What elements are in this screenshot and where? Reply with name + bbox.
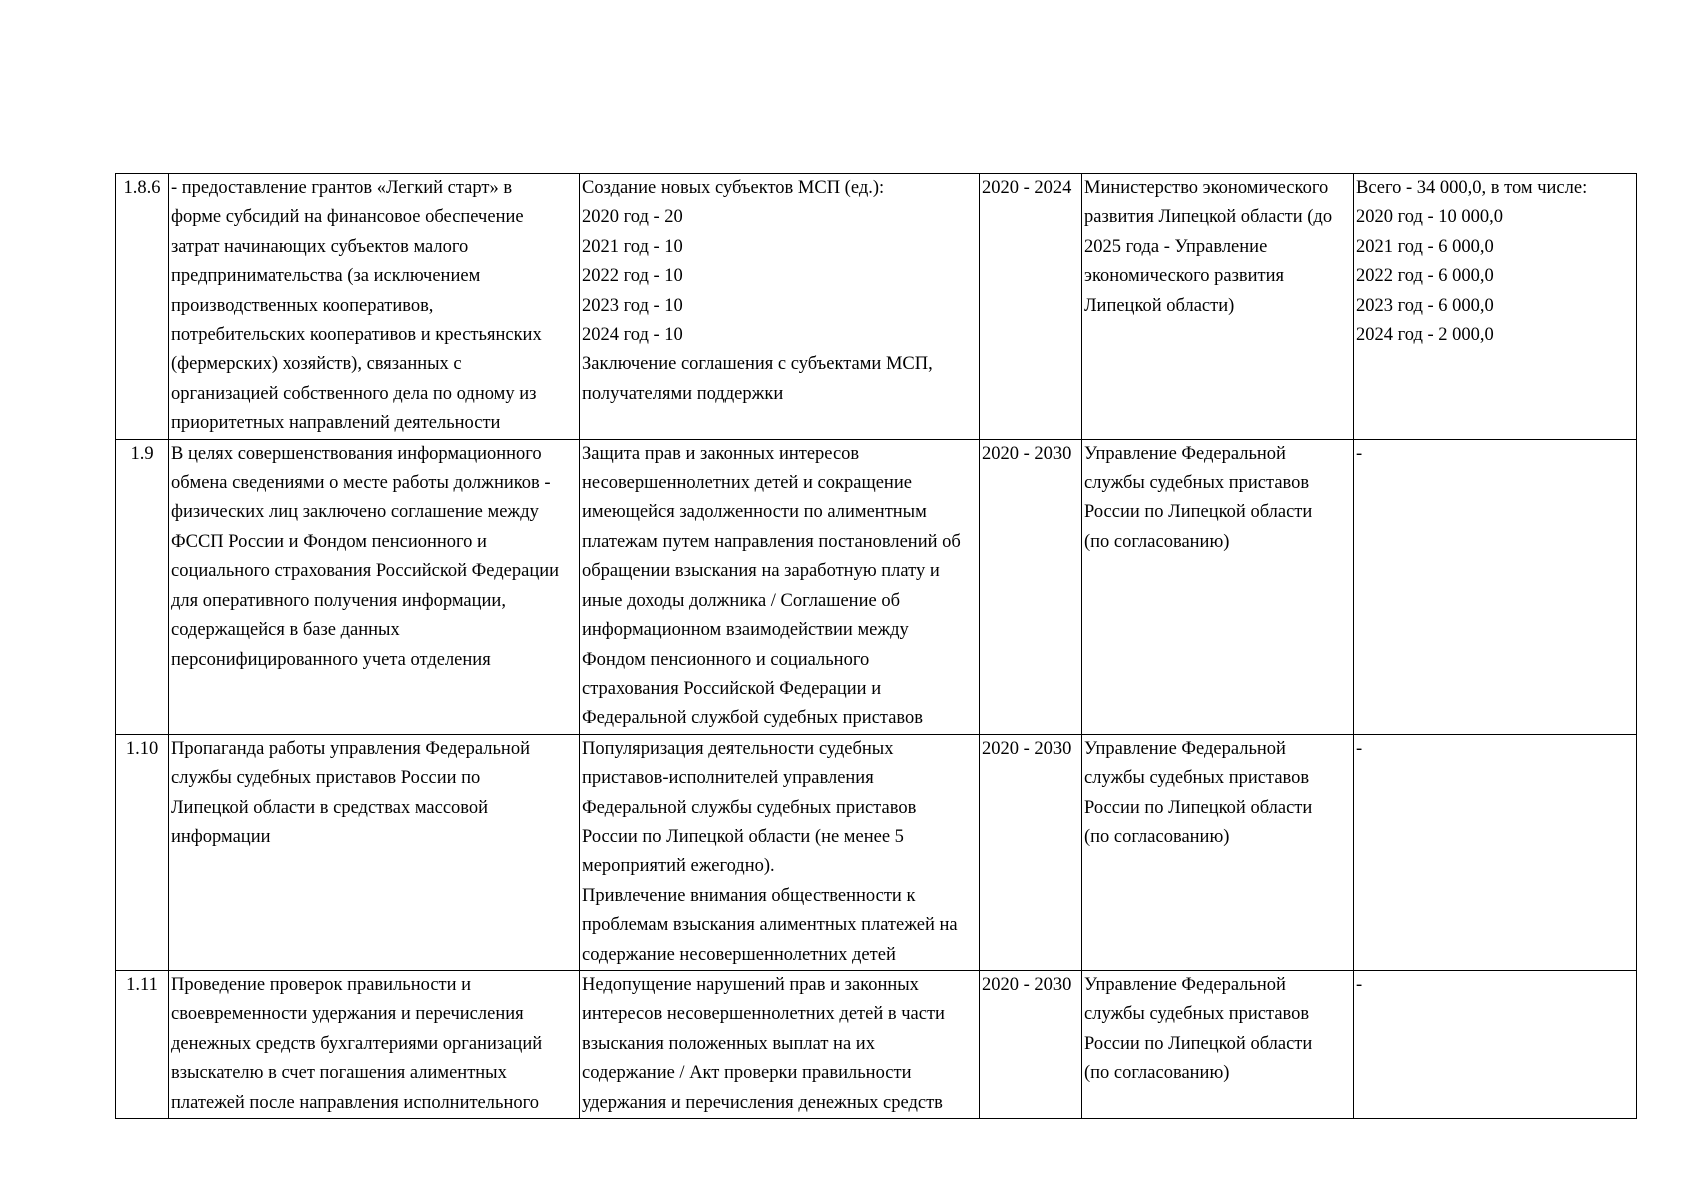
cell-text-line: обращении взыскания на заработную плату и (582, 561, 940, 582)
cell-text-line: Недопущение нарушений прав и законных (582, 974, 919, 995)
cell-text-line: обмена сведениями о месте работы должников - (171, 473, 551, 494)
cell-text-line: информации (171, 826, 271, 847)
result-cell (580, 439, 980, 734)
table-row (116, 734, 1637, 970)
activity-cell (169, 174, 580, 440)
executor-cell (1082, 174, 1354, 440)
cell-text-line: 2020 год - 20 (582, 207, 683, 228)
cell-text-line: 2024 год - 2 000,0 (1356, 325, 1494, 346)
cell-text-line: 2025 года - Управление (1084, 236, 1268, 257)
result-cell (580, 970, 980, 1118)
cell-text-line: Заключение соглашения с субъектами МСП, (582, 354, 933, 375)
period-cell: 2020 - 2030 (980, 439, 1082, 734)
cell-text-line: несовершеннолетних детей и сокращение (582, 473, 912, 494)
cell-text-line: получателями поддержки (582, 383, 784, 404)
row-number: 1.11 (116, 970, 169, 1118)
cell-text-line: Федеральной службой судебных приставов (582, 708, 924, 729)
cell-text-line: Управление Федеральной (1084, 738, 1286, 759)
funding-cell (1354, 439, 1637, 734)
executor-cell (1082, 970, 1354, 1118)
cell-text-line: - (1356, 443, 1363, 464)
cell-text-line: содержание / Акт проверки правильности (582, 1063, 912, 1084)
cell-text-line: - предоставление грантов «Легкий старт» в (171, 178, 513, 198)
executor-cell (1082, 734, 1354, 970)
cell-text-line: (фермерских) хозяйств), связанных с (171, 354, 462, 375)
cell-text-line: Популяризация деятельности судебных (582, 738, 894, 759)
cell-text-line: предпринимательства (за исключением (171, 266, 481, 287)
table-row (116, 174, 1637, 440)
cell-text-line: - (1356, 974, 1363, 995)
cell-text-line: имеющейся задолженности по алиментным (582, 502, 927, 523)
cell-text-line: взыскателю в счет погашения алиментных (171, 1063, 507, 1084)
cell-text-line: платежей после направления исполнительного (171, 1092, 539, 1113)
cell-text-line: Создание новых субъектов МСП (ед.): (582, 178, 885, 198)
cell-text-line: (по согласованию) (1084, 1063, 1230, 1084)
cell-text-line: приставов-исполнителей управления (582, 768, 874, 789)
cell-text-line: платежам путем направления постановлений об (582, 531, 961, 552)
cell-text-line: затрат начинающих субъектов малого (171, 236, 469, 257)
cell-text-line: Пропаганда работы управления Федеральной (171, 738, 530, 759)
table-row (116, 439, 1637, 734)
cell-text-line: физических лиц заключено соглашение между (171, 502, 539, 523)
cell-text-line: Всего - 34 000,0, в том числе: (1356, 178, 1588, 198)
cell-text-line: 2024 год - 10 (582, 325, 683, 346)
cell-text-line: форме субсидий на финансовое обеспечение (171, 207, 524, 228)
cell-text-line: 2022 год - 6 000,0 (1356, 266, 1494, 287)
cell-text-line: Министерство экономического (1084, 178, 1329, 198)
activity-cell (169, 439, 580, 734)
cell-text-line: ФССП России и Фондом пенсионного и (171, 531, 487, 552)
cell-text-line: развития Липецкой области (до (1084, 207, 1333, 228)
table-row (116, 970, 1637, 1118)
cell-text-line: Привлечение внимания общественности к (582, 885, 916, 906)
cell-text-line: - (1356, 738, 1363, 759)
cell-text-line: Липецкой области в средствах массовой (171, 797, 489, 818)
row-number: 1.8.6 (116, 174, 169, 440)
executor-cell (1082, 439, 1354, 734)
cell-text-line: России по Липецкой области (1084, 1033, 1313, 1054)
cell-text-line: (по согласованию) (1084, 531, 1230, 552)
cell-text-line: для оперативного получения информации, (171, 590, 506, 611)
row-number: 1.10 (116, 734, 169, 970)
cell-text-line: 2021 год - 10 (582, 236, 683, 257)
cell-text-line: 2023 год - 6 000,0 (1356, 295, 1494, 316)
cell-text-line: службы судебных приставов (1084, 1004, 1310, 1025)
cell-text-line: 2023 год - 10 (582, 295, 683, 316)
cell-text-line: 2021 год - 6 000,0 (1356, 236, 1494, 257)
cell-text-line: Управление Федеральной (1084, 974, 1286, 995)
cell-text-line: денежных средств бухгалтериями организаций (171, 1033, 543, 1054)
cell-text-line: удержания и перечисления денежных средств (582, 1092, 943, 1113)
cell-text-line: своевременности удержания и перечисления (171, 1004, 524, 1025)
cell-text-line: России по Липецкой области (1084, 797, 1313, 818)
cell-text-line: проблемам взыскания алиментных платежей на (582, 915, 958, 936)
cell-text-line: взыскания положенных выплат на их (582, 1033, 875, 1054)
activity-cell (169, 734, 580, 970)
period-cell: 2020 - 2030 (980, 734, 1082, 970)
cell-text-line: 2020 год - 10 000,0 (1356, 207, 1504, 228)
cell-text-line: информационном взаимодействии между (582, 620, 909, 641)
cell-text-line: страхования Российской Федерации и (582, 678, 882, 699)
cell-text-line: Липецкой области) (1084, 295, 1235, 316)
cell-text-line: потребительских кооперативов и крестьянских (171, 325, 542, 346)
cell-text-line: иные доходы должника / Соглашение об (582, 590, 900, 611)
cell-text-line: персонифицированного учета отделения (171, 649, 491, 670)
cell-text-line: Федеральной службы судебных приставов (582, 797, 917, 818)
cell-text-line: организацией собственного дела по одному из (171, 383, 537, 404)
cell-text-line: содержание несовершеннолетних детей (582, 944, 896, 965)
row-number: 1.9 (116, 439, 169, 734)
cell-text-line: В целях совершенствования информационного (171, 443, 542, 464)
cell-text-line: России по Липецкой области (1084, 502, 1313, 523)
cell-text-line: службы судебных приставов (1084, 473, 1310, 494)
funding-cell (1354, 174, 1637, 440)
cell-text-line: службы судебных приставов (1084, 768, 1310, 789)
cell-text-line: России по Липецкой области (не менее 5 (582, 826, 904, 847)
cell-text-line: приоритетных направлений деятельности (171, 413, 501, 434)
cell-text-line: Фондом пенсионного и социального (582, 649, 870, 670)
cell-text-line: содержащейся в базе данных (171, 620, 400, 641)
funding-cell (1354, 734, 1637, 970)
activity-cell (169, 970, 580, 1118)
cell-text-line: производственных кооперативов, (171, 295, 434, 316)
funding-cell (1354, 970, 1637, 1118)
cell-text-line: экономического развития (1084, 266, 1285, 287)
cell-text-line: мероприятий ежегодно). (582, 856, 775, 877)
period-cell: 2020 - 2024 (980, 174, 1082, 440)
cell-text-line: Управление Федеральной (1084, 443, 1286, 464)
cell-text-line: службы судебных приставов России по (171, 768, 481, 789)
cell-text-line: (по согласованию) (1084, 826, 1230, 847)
period-cell: 2020 - 2030 (980, 970, 1082, 1118)
cell-text-line: Защита прав и законных интересов (582, 443, 860, 464)
measures-table (115, 173, 1637, 1119)
result-cell (580, 734, 980, 970)
cell-text-line: интересов несовершеннолетних детей в части (582, 1004, 945, 1025)
result-cell (580, 174, 980, 440)
cell-text-line: социального страхования Российской Федерации (171, 561, 560, 582)
cell-text-line: 2022 год - 10 (582, 266, 683, 287)
cell-text-line: Проведение проверок правильности и (171, 974, 472, 995)
measures-table-body (116, 174, 1637, 1119)
